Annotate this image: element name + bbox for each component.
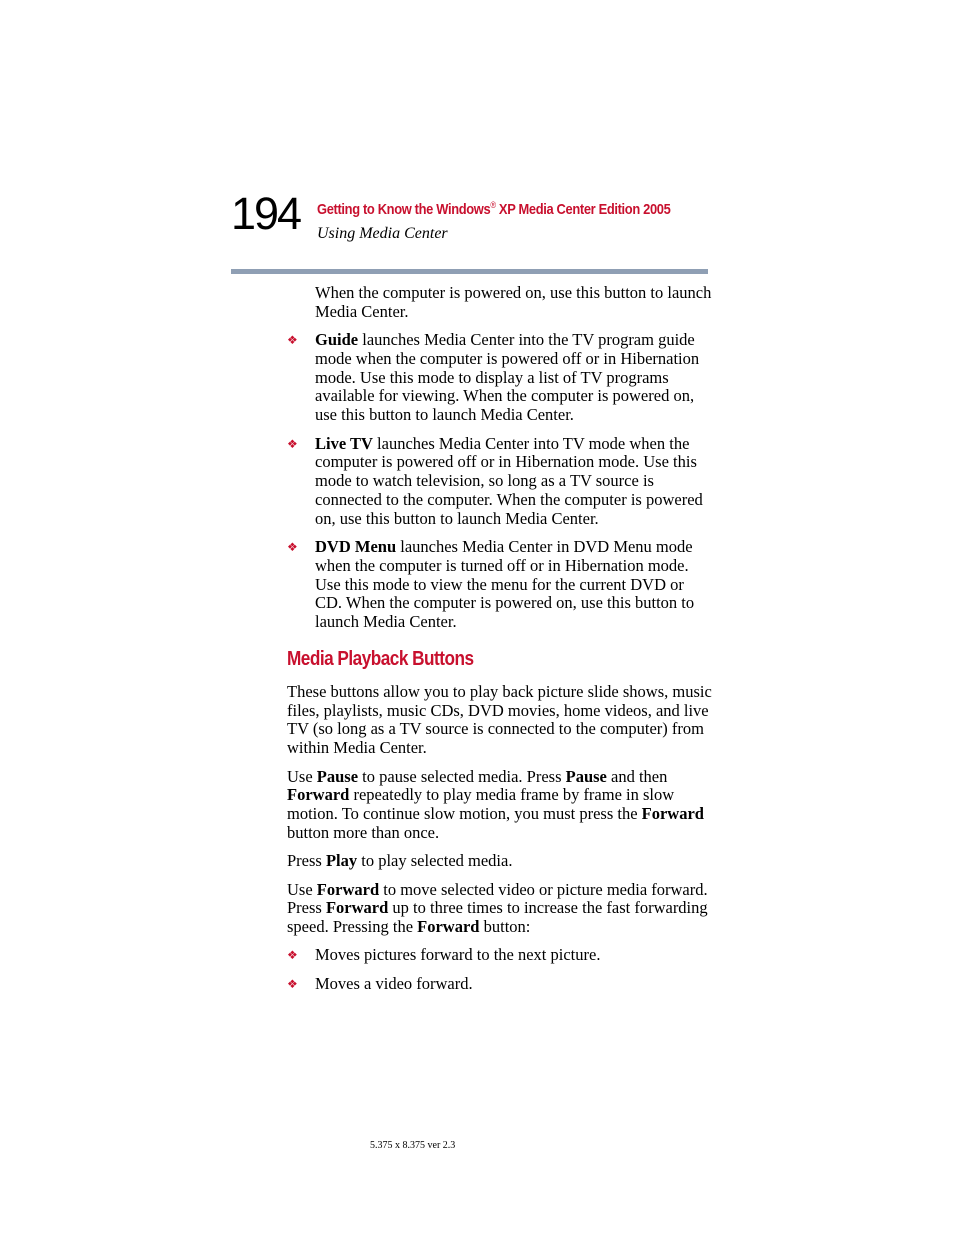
section-intro-paragraph: These buttons allow you to play back picture slide shows, music files, playlists, music CDs, DVD movies, home videos, and live TV (so long as a TV source is connected to the computer) from within Media Center. (287, 681, 712, 758)
description-dvd-menu: launches Media Center in DVD Menu mode when the computer is turned off or in Hibernation mode. Use this mode to view the menu for the current DVD or CD. When the computer is powered on, use this button to launch Media Center. (315, 537, 695, 632)
chapter-title-suffix: XP Media Center Edition 2005 (495, 201, 671, 218)
bold-term: Forward (641, 804, 704, 824)
diamond-bullet-icon: ❖ (287, 948, 298, 963)
print-spec-note: 5.375 x 8.375 ver 2.3 (370, 1140, 456, 1151)
term-dvd-menu: DVD Menu (315, 537, 397, 557)
description-guide: launches Media Center into the TV program guide mode when the computer is powered off or in Hibernation mode. Use this mode to display a list of TV programs available for viewing. When the computer is powered on, use this button to launch Media Center. (315, 330, 700, 425)
text-run: up to three times to increase the fast forwarding speed. Pressing the (287, 898, 708, 937)
text-run: button more than once. (287, 822, 440, 842)
text-run: to play selected media. (357, 851, 513, 871)
list-item-text: Moves pictures forward to the next picture. (315, 945, 601, 965)
text-run: button: (479, 917, 531, 937)
section-heading: Media Playback Buttons (287, 648, 474, 671)
pause-paragraph (287, 768, 712, 843)
bold-term: Forward (417, 917, 480, 937)
chapter-title-prefix: Getting to Know the Windows (317, 201, 491, 218)
term-guide: Guide (315, 330, 359, 350)
list-item-live-tv (287, 435, 712, 529)
registered-mark: ® (490, 200, 496, 210)
page-body (287, 284, 712, 1003)
diamond-bullet-icon: ❖ (287, 333, 298, 348)
text-run: Press (287, 851, 326, 871)
list-item-guide (287, 331, 712, 425)
description-live-tv: launches Media Center into TV mode when the computer is powered off or in Hibernation mode. Use this mode to watch television, so long as a TV source is connected to the computer. When the computer is powered on, use this button to launch Media Center. (315, 433, 703, 528)
text-run: repeatedly to play media frame by frame in slow motion. To continue slow motion, you must press the (287, 785, 675, 824)
term-live-tv: Live TV (315, 433, 373, 453)
bold-term: Forward (325, 898, 389, 918)
bold-term: Forward (316, 879, 380, 899)
chapter-title (317, 200, 670, 218)
list-item-forward-video (287, 975, 712, 994)
section-subtitle: Using Media Center (317, 225, 448, 242)
play-paragraph (287, 852, 712, 871)
text-run: Use (287, 879, 317, 899)
bold-term: Forward (287, 785, 350, 805)
page-number: 194 (231, 188, 301, 239)
list-item-dvd-menu (287, 538, 712, 632)
list-item-forward-pictures (287, 946, 712, 965)
text-run: to move selected video or picture media forward. Press (287, 879, 708, 918)
header-divider (231, 269, 708, 274)
diamond-bullet-icon: ❖ (287, 540, 298, 555)
intro-paragraph: When the computer is powered on, use this button to launch Media Center. (315, 283, 712, 321)
diamond-bullet-icon: ❖ (287, 976, 298, 991)
list-item-text: Moves a video forward. (315, 973, 473, 993)
forward-paragraph (287, 881, 712, 937)
text-run: Use (287, 766, 317, 786)
text-run: and then (606, 766, 668, 786)
diamond-bullet-icon: ❖ (287, 436, 298, 451)
bold-term: Play (325, 851, 358, 871)
bold-term: Pause (316, 766, 359, 786)
bold-term: Pause (565, 766, 607, 786)
text-run: to pause selected media. Press (358, 766, 566, 786)
